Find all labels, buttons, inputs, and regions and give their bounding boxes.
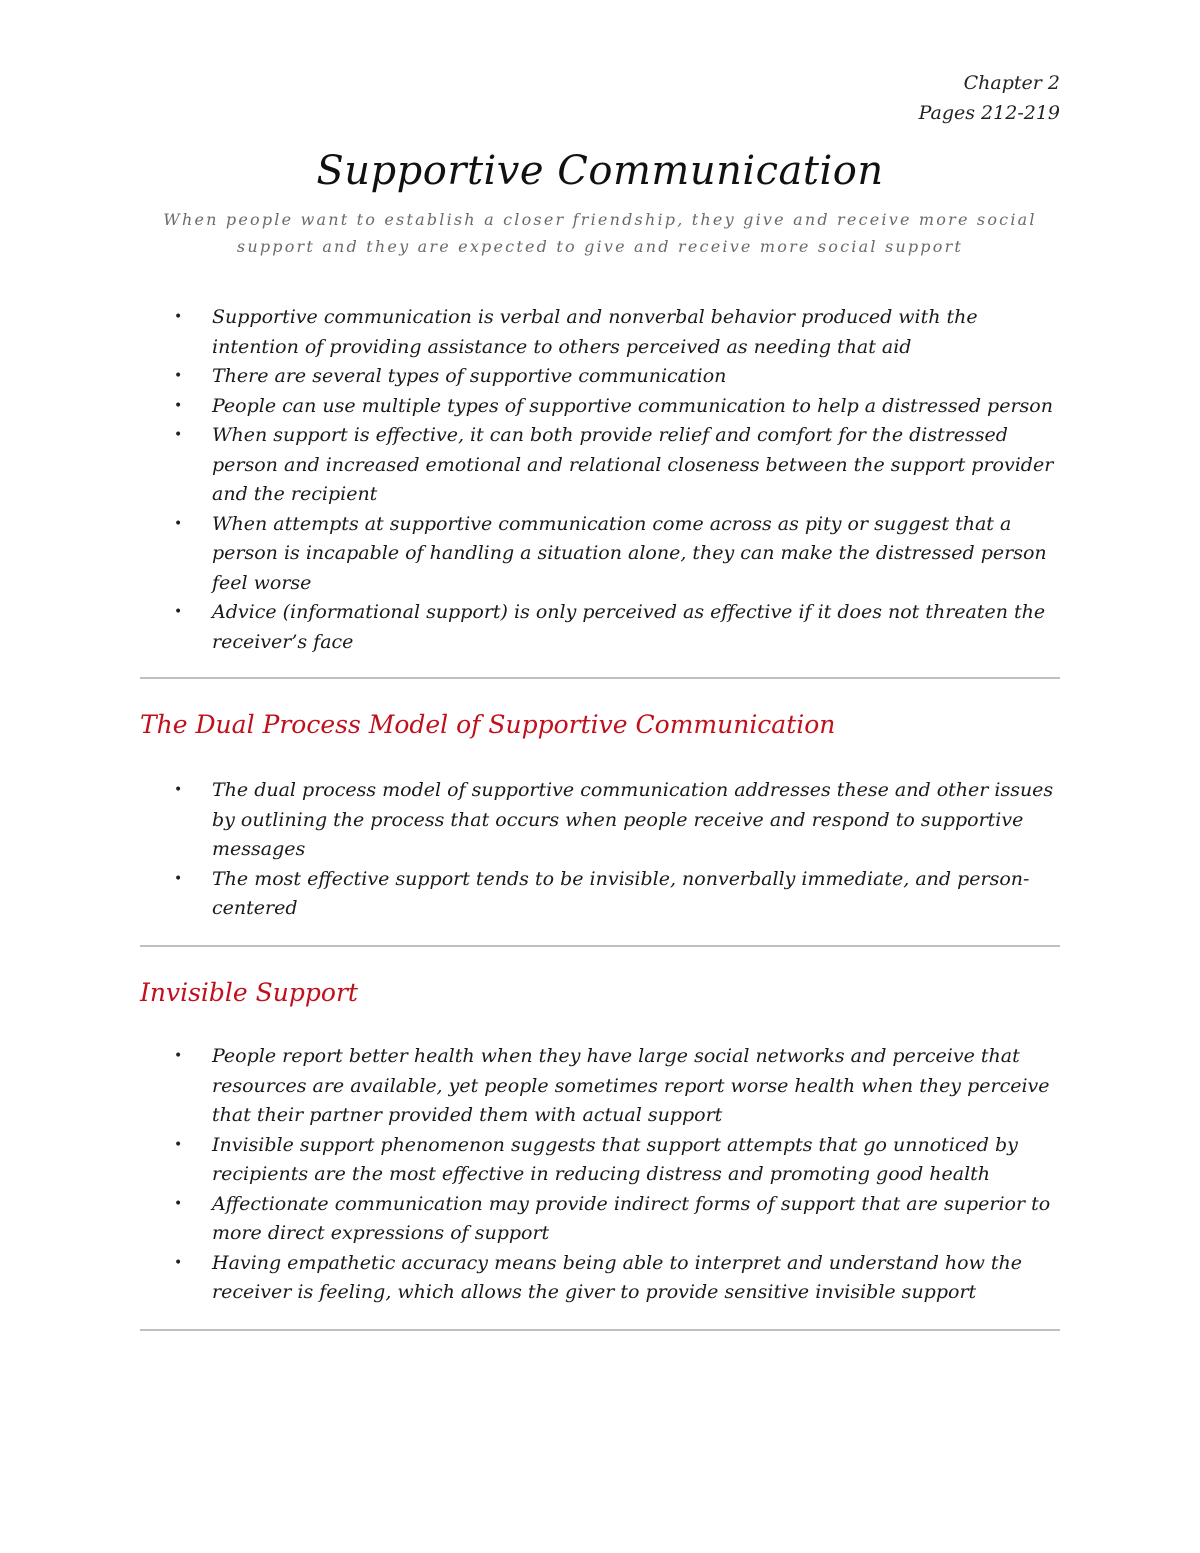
list-item: • Invisible support phenomenon suggests that support attempts that go unnoticed by recipients are the most effective in reducing distress and promoting good health (170, 1131, 1070, 1190)
list-item: • Affectionate communication may provide indirect forms of support that are superior to more direct expressions of support (170, 1190, 1070, 1249)
dual-process-bullet-list (170, 776, 1070, 924)
chapter-label: Chapter 2 (963, 72, 1060, 94)
list-item: • When support is effective, it can both provide relief and comfort for the distressed person and increased emotional and relational closeness between the support provider and the recipient (170, 421, 1070, 510)
list-item: • The dual process model of supportive communication addresses these and other issues by outlining the process that occurs when people receive and respond to supportive messages (170, 776, 1070, 865)
list-item: • There are several types of supportive communication (170, 362, 1070, 392)
list-item: • People report better health when they have large social networks and perceive that resources are available, yet people sometimes report worse health when they perceive that their partner provided them with actual support (170, 1042, 1070, 1131)
section-heading-dual-process: The Dual Process Model of Supportive Communication (140, 710, 836, 739)
section-divider (140, 945, 1060, 947)
list-item: • The most effective support tends to be invisible, nonverbally immediate, and person-centered (170, 865, 1070, 924)
list-item: • When attempts at supportive communication come across as pity or suggest that a person is incapable of handling a situation alone, they can make the distressed person feel worse (170, 510, 1070, 599)
section-heading-invisible-support: Invisible Support (140, 978, 358, 1007)
intro-bullet-list (170, 303, 1070, 657)
list-item: • People can use multiple types of supportive communication to help a distressed person (170, 392, 1070, 422)
list-item: • Advice (informational support) is only perceived as effective if it does not threaten the receiver’s face (170, 598, 1070, 657)
invisible-support-bullet-list (170, 1042, 1070, 1308)
list-item: • Having empathetic accuracy means being able to interpret and understand how the receiver is feeling, which allows the giver to provide sensitive invisible support (170, 1249, 1070, 1308)
page-title: Supportive Communication (316, 148, 884, 194)
section-divider (140, 1329, 1060, 1331)
section-divider (140, 677, 1060, 679)
pages-label: Pages 212-219 (918, 102, 1060, 124)
list-item: • Supportive communication is verbal and nonverbal behavior produced with the intention of providing assistance to others perceived as needing that aid (170, 303, 1070, 362)
page-subtitle: When people want to establish a closer friendship, they give and receive more social support and they are expected to give and receive more social support (163, 210, 1037, 256)
